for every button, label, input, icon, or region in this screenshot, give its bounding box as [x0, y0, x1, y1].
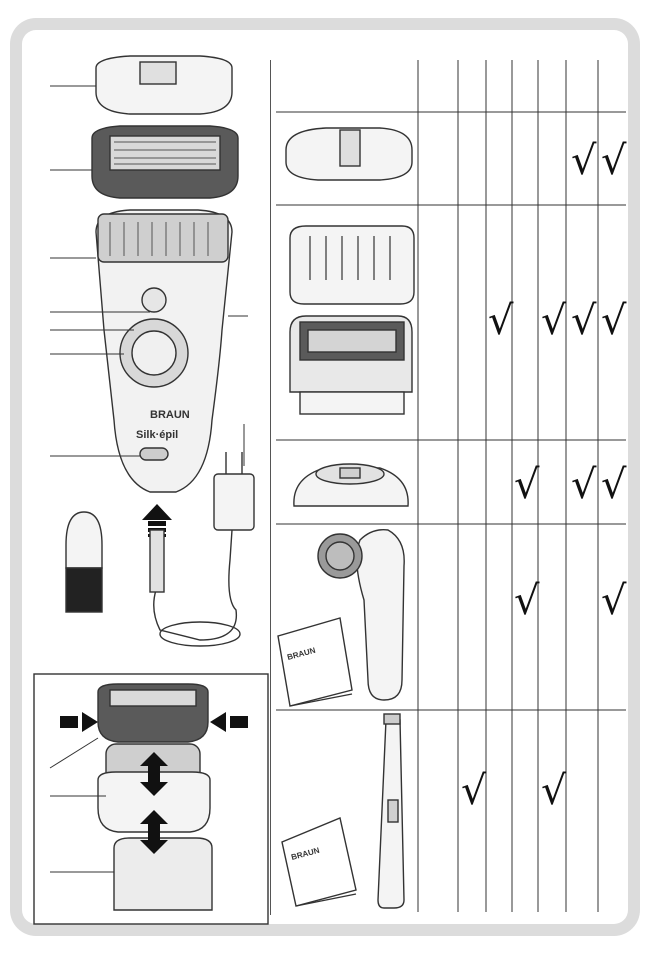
check-mark-charging-stand-col-6: √	[571, 462, 597, 508]
table-row-facial-brush	[278, 530, 404, 706]
epilator-body	[96, 210, 232, 492]
epilation-head-part	[92, 126, 238, 198]
check-mark-facial-trimmer-col-5: √	[541, 768, 567, 814]
check-mark-facial-cleansing-brush-col-4: √	[514, 578, 540, 624]
check-mark-shaver-head-with-trimmer-cap-col-7: √	[601, 298, 627, 344]
device-brand-logo: BRAUN	[150, 409, 190, 421]
head-assembly-panel	[34, 674, 268, 924]
table-row-charging-stand	[294, 464, 408, 506]
check-mark-shaver-head-with-trimmer-cap-col-6: √	[571, 298, 597, 344]
check-mark-charging-stand-col-7: √	[601, 462, 627, 508]
check-mark-charging-stand-col-4: √	[514, 462, 540, 508]
panel-divider	[270, 60, 271, 915]
epilator-illustration	[50, 56, 254, 646]
check-mark-facial-cleansing-brush-col-7: √	[601, 578, 627, 624]
check-mark-shaver-head-with-trimmer-cap-col-3: √	[488, 298, 514, 344]
check-mark-efficiency-cap-col-7: √	[601, 138, 627, 184]
device-product-name: Silk·épil	[136, 429, 179, 441]
check-mark-facial-trimmer-col-2: √	[461, 768, 487, 814]
table-row-facial-trimmer	[282, 714, 404, 908]
check-mark-efficiency-cap-col-6: √	[571, 138, 597, 184]
table-row-shaver-head	[290, 226, 414, 414]
brush-booklet-logo: BRAUN	[286, 645, 317, 662]
table-row-efficiency-cap	[286, 128, 412, 180]
trimmer-booklet-logo: BRAUN	[290, 845, 321, 862]
check-mark-shaver-head-with-trimmer-cap-col-5: √	[541, 298, 567, 344]
cleaning-brush-part	[66, 512, 102, 612]
efficiency-cap-part	[96, 56, 232, 114]
